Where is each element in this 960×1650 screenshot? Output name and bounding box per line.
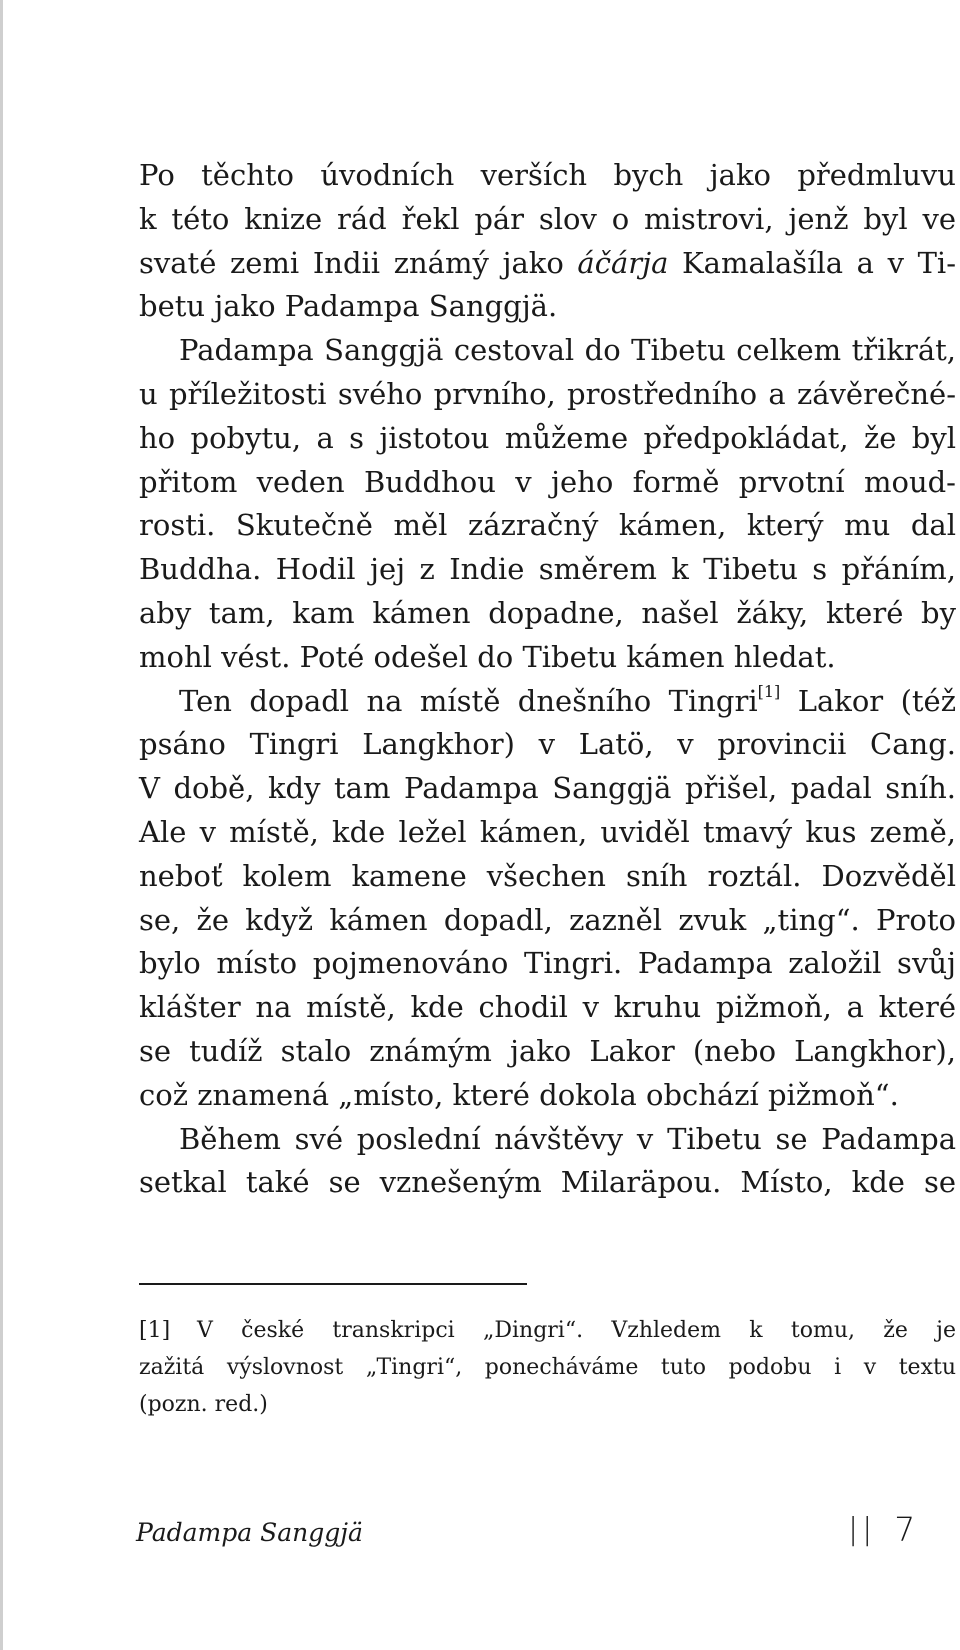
text-line: betu jako Padampa Sanggjä. [139,289,558,324]
text-line: psáno Tingri Langkhor) v Latö, v provincii Cang. [139,727,956,762]
running-title: Padampa Sanggjä [136,1518,363,1547]
text-line: přitom veden Buddhou v jeho formě prvotní moud- [139,464,956,499]
page-number-separator: || [848,1512,877,1547]
footnote-line: (pozn. red.) [139,1392,268,1417]
footnote [139,1312,956,1423]
text-line: Během své poslední návštěvy v Tibetu se Padampa [179,1121,956,1156]
body-text [139,154,956,1205]
text-line: Padampa Sanggjä cestoval do Tibetu celkem třikrát, [179,333,956,368]
footnote-line: zažitá výslovnost „Tingri“, ponecháváme tuto podobu i v textu [139,1355,956,1380]
text-line: rosti. Skutečně měl zázračný kámen, který mu dal [139,508,956,543]
text-line: Ten dopadl na místě dnešního Tingri[1] Lakor (též [179,681,956,718]
footnote-line: [1] V české transkripci „Dingri“. Vzhledem k tomu, že je [139,1312,956,1349]
page-number-block [848,1510,915,1549]
text-line: ho pobytu, a s jistotou můžeme předpokládat, že byl [139,420,956,455]
text-line: aby tam, kam kámen dopadne, našel žáky, které by [139,595,956,630]
text-line: klášter na místě, kde chodil v kruhu pižmoň, a které [139,990,956,1025]
text-line: Buddha. Hodil jej z Indie směrem k Tibetu s přáním, [139,552,956,587]
footnote-reference: [1] [757,681,781,701]
text-line: Ale v místě, kde ležel kámen, uviděl tmavý kus země, [139,814,956,849]
footnote-rule [139,1283,527,1285]
text-line: k této knize rád řekl pár slov o mistrovi, jenž byl ve [139,201,956,236]
footnote-marker: [1] [139,1318,171,1343]
text-line: se tudíž stalo známým jako Lakor (nebo Langkhor), [139,1033,956,1068]
text-line: neboť kolem kamene všechen sníh roztál. Dozvěděl [139,858,956,893]
text-line: V době, kdy tam Padampa Sanggjä přišel, padal sníh. [139,771,956,806]
page-number: 7 [894,1510,916,1549]
text-line: u příležitosti svého prvního, prostředního a závěrečné- [139,376,956,411]
text-line: mohl vést. Poté odešel do Tibetu kámen hledat. [139,639,836,674]
page-edge [0,0,3,1650]
text-line: setkal také se vznešeným Milaräpou. Místo, kde se [139,1165,956,1200]
text-line: což znamená „místo, které dokola obchází pižmoň“. [139,1077,899,1112]
text-line: bylo místo pojmenováno Tingri. Padampa založil svůj [139,946,956,981]
text-line: se, že když kámen dopadl, zazněl zvuk „ting“. Proto [139,902,956,937]
italic-term: áčárja [577,245,669,280]
text-line: Po těchto úvodních verších bych jako předmluvu [139,158,956,192]
text-line: svaté zemi Indii známý jako áčárja Kamalašíla a v Ti- [139,245,956,280]
